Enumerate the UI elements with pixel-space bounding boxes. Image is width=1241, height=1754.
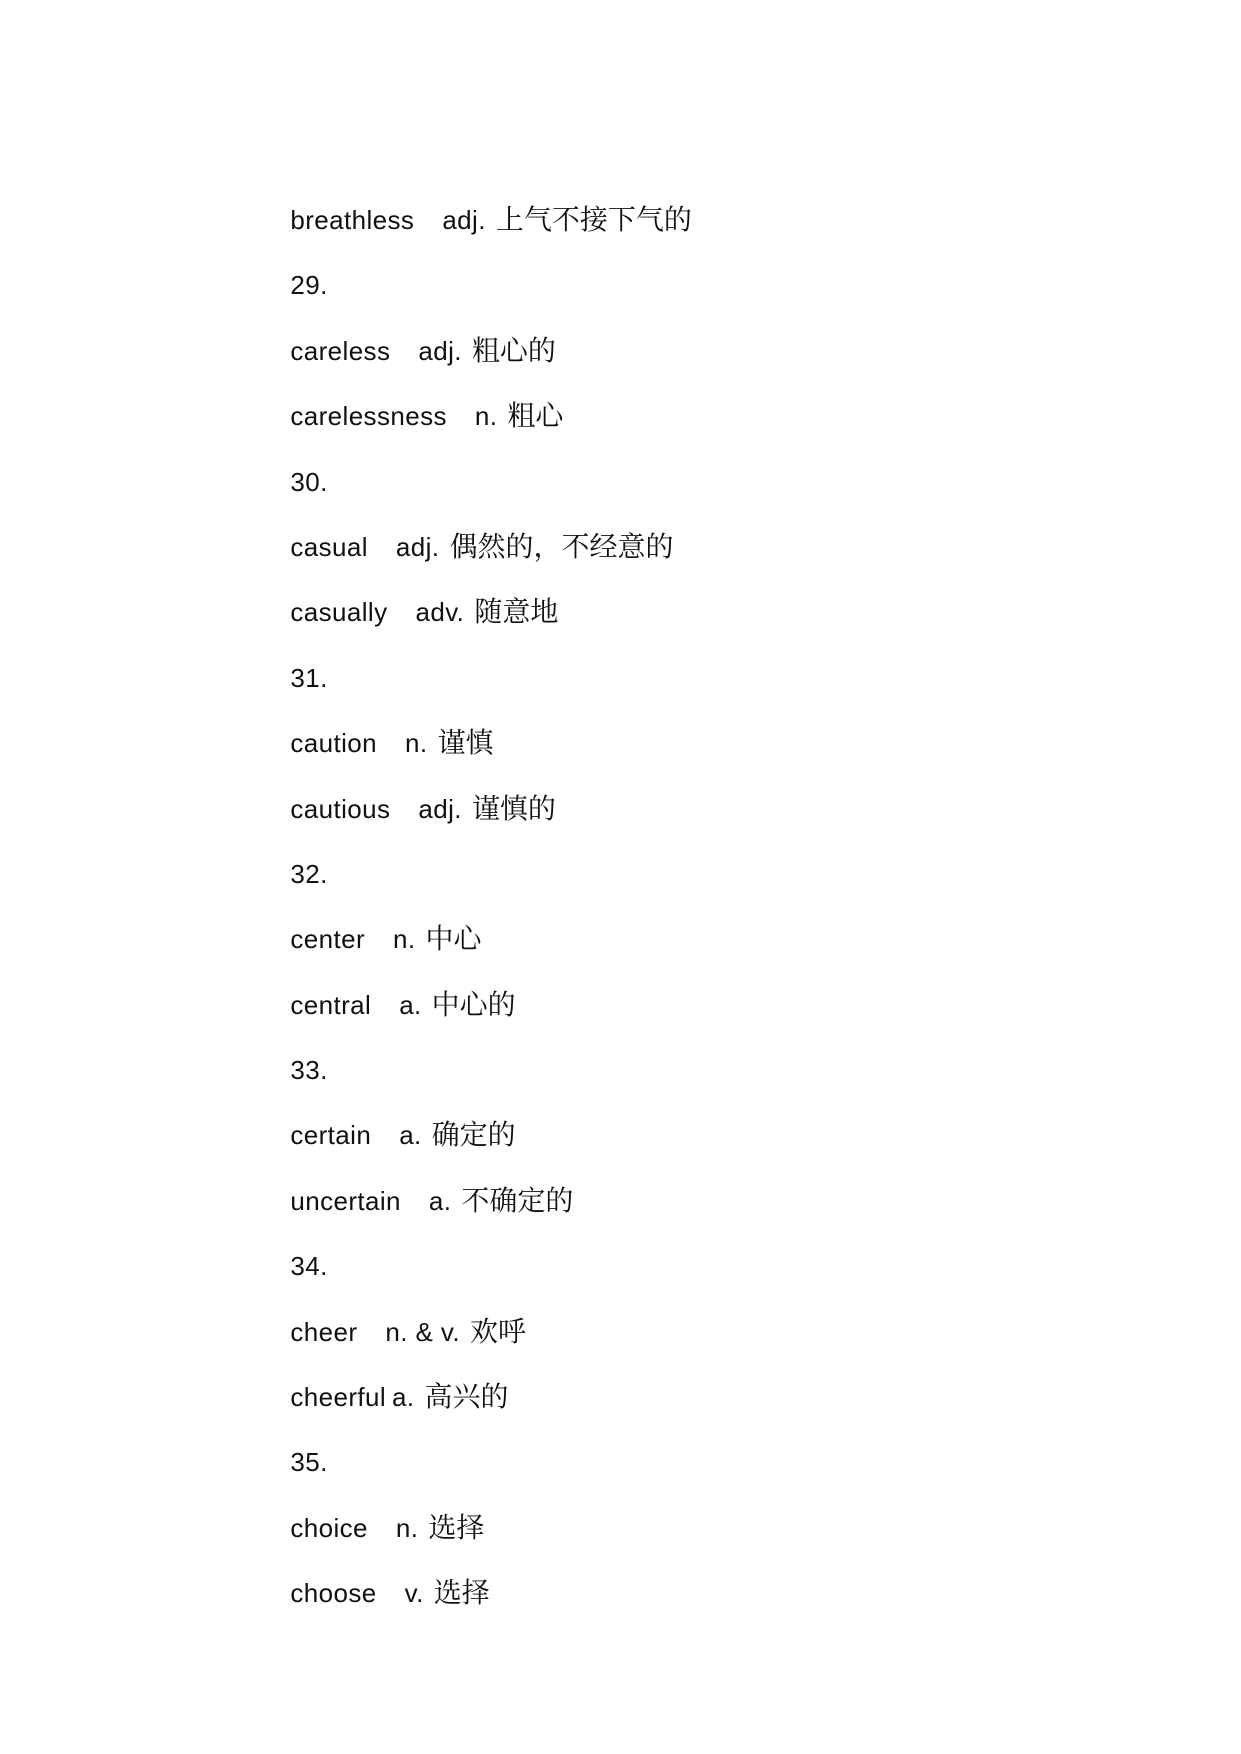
part-of-speech: a. <box>399 989 422 1020</box>
entry-number-text: 31. <box>290 662 328 693</box>
part-of-speech: n. <box>474 401 498 432</box>
vocab-word: choice <box>290 1512 368 1543</box>
vocab-word: cheer <box>290 1316 358 1347</box>
part-of-speech: adj. <box>418 335 462 366</box>
part-of-speech: a. <box>428 1185 452 1216</box>
vocab-word: cheerful <box>290 1382 387 1413</box>
chinese-meaning: 选择 <box>428 1510 485 1544</box>
vocab-word: choose <box>290 1578 377 1609</box>
vocab-word: cautious <box>290 793 391 824</box>
vocab-word: caution <box>290 728 377 759</box>
part-of-speech: adj. <box>442 205 486 235</box>
vocab-word: breathless <box>290 205 415 235</box>
vocab-entry <box>247 879 1147 956</box>
vocab-entry <box>247 1272 1147 1348</box>
entry-number-text: 32. <box>290 858 328 889</box>
part-of-speech: adv. <box>415 597 465 628</box>
vocab-word: uncertain <box>290 1185 401 1216</box>
entry-number-text: 30. <box>290 466 328 497</box>
part-of-speech: adj. <box>418 793 462 824</box>
part-of-speech: n. <box>393 924 416 955</box>
chinese-meaning: 随意地 <box>474 595 559 629</box>
vocab-entry <box>247 291 1147 367</box>
chinese-meaning: 不确定的 <box>461 1183 574 1217</box>
vocabulary-list <box>247 160 1147 1610</box>
vocab-entry <box>247 1075 1147 1152</box>
vocab-word: careless <box>290 335 391 366</box>
vocab-word: certain <box>290 1120 372 1151</box>
vocab-word: casually <box>290 597 388 628</box>
chinese-meaning: 谨慎 <box>437 726 494 760</box>
vocab-entry <box>247 1468 1147 1544</box>
vocab-word: center <box>290 924 366 955</box>
chinese-meaning: 中心 <box>425 922 482 956</box>
part-of-speech: n. & v. <box>385 1316 460 1347</box>
entry-number-text: 35. <box>290 1447 328 1478</box>
chinese-meaning: 粗心的 <box>471 333 556 367</box>
chinese-meaning: 粗心 <box>507 399 564 433</box>
vocab-word: casual <box>290 531 368 562</box>
entry-number-text: 33. <box>290 1055 328 1086</box>
entry-number-text: 34. <box>290 1251 328 1282</box>
vocab-entry <box>247 160 1147 236</box>
part-of-speech: v. <box>404 1578 424 1609</box>
chinese-meaning: 上气不接下气的 <box>495 203 692 236</box>
vocab-word: central <box>290 989 372 1020</box>
part-of-speech: a. <box>392 1382 415 1413</box>
part-of-speech: n. <box>395 1512 419 1543</box>
part-of-speech: a. <box>399 1120 422 1151</box>
part-of-speech: n. <box>404 728 428 759</box>
chinese-meaning: 偶然的，不经意的 <box>449 529 674 563</box>
vocab-entry <box>247 683 1147 760</box>
part-of-speech: adj. <box>395 531 440 562</box>
entry-number-text: 29. <box>290 270 328 301</box>
chinese-meaning: 确定的 <box>431 1118 516 1152</box>
chinese-meaning: 谨慎的 <box>471 791 556 825</box>
chinese-meaning: 高兴的 <box>424 1380 509 1414</box>
vocab-entry <box>247 487 1147 563</box>
vocab-word: carelessness <box>290 401 447 432</box>
chinese-meaning: 欢呼 <box>469 1314 526 1348</box>
chinese-meaning: 中心的 <box>431 987 516 1021</box>
chinese-meaning: 选择 <box>433 1576 490 1610</box>
